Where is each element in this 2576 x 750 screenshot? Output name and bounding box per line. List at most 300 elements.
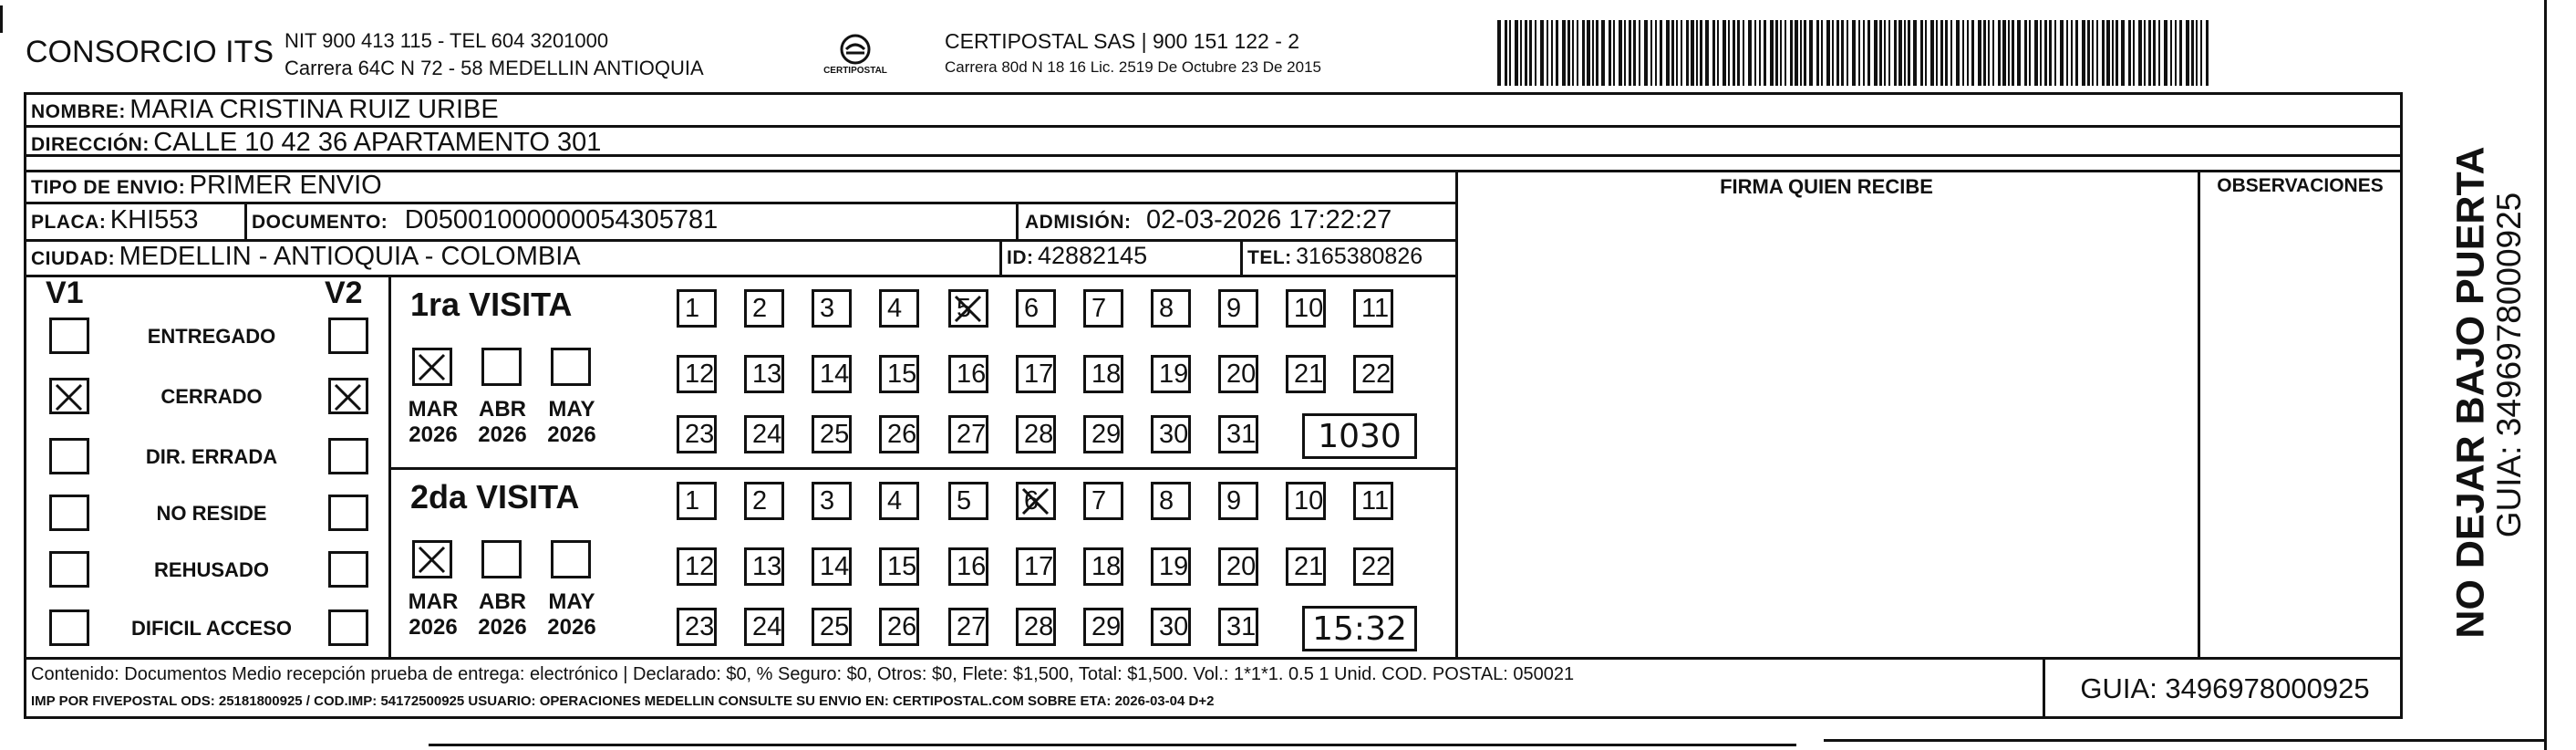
barcode-bar [1785,20,1786,86]
nombre-label: NOMBRE: [31,101,126,122]
day-checkbox[interactable] [1151,415,1191,453]
day-checkbox[interactable] [1353,289,1393,328]
day-checkbox[interactable] [1016,482,1056,520]
barcode-bar [1520,20,1522,86]
barcode-bar [1577,20,1578,86]
day-checkbox[interactable] [948,547,988,586]
day-checkbox[interactable] [1286,482,1326,520]
day-checkbox[interactable] [1083,355,1123,393]
barcode-bar [2002,20,2006,86]
month-label: MAR [408,397,459,422]
day-checkbox[interactable] [812,289,852,328]
year-label: 2026 [547,615,596,640]
id-value: 42882145 [1037,242,1148,269]
visit-title: 1ra VISITA [410,286,573,323]
barcode-bar [1945,20,1948,86]
placa-value: KHI553 [109,205,199,234]
barcode-bar [2029,20,2031,86]
day-label: 27 [957,612,987,641]
day-label: 15 [887,359,917,389]
barcode-bar [1816,20,1819,86]
x-mark-icon [52,380,87,415]
time-box[interactable] [1302,413,1417,459]
day-label: 2 [752,486,768,516]
day-checkbox[interactable] [1286,547,1326,586]
day-label: 8 [1159,294,1174,323]
year-label: 2026 [478,615,527,640]
barcode-bar [1770,20,1774,86]
barcode-bar [1686,20,1689,86]
barcode-bar [2186,20,2189,86]
tel-label: TEL: [1247,247,1292,268]
day-label: 30 [1159,420,1189,449]
day-checkbox[interactable] [1353,547,1393,586]
barcode-bar [1644,20,1648,86]
day-label: 6 [1024,294,1040,323]
barcode-bar [1800,20,1802,86]
day-checkbox[interactable] [1218,547,1258,586]
barcode-bar [2087,20,2090,86]
x-mark-icon [1019,484,1053,519]
tipo-envio-value: PRIMER ENVIO [189,171,382,200]
carrier-address: Carrera 80d N 18 16 Lic. 2519 De Octubre 23 De 2015 [945,58,1321,76]
firma-label: FIRMA QUIEN RECIBE [1720,175,1933,198]
time-box[interactable] [1302,606,1417,651]
barcode-bar [1940,20,1943,86]
admision-value: 02-03-2026 17:22:27 [1145,205,1392,234]
barcode-bar [2133,20,2135,86]
day-label: 9 [1226,294,1242,323]
day-label: 13 [752,552,782,581]
month-checkbox[interactable] [412,348,452,386]
day-label: 6 [1024,486,1040,516]
barcode-bar [1681,20,1682,86]
v1-checkbox[interactable] [49,609,89,646]
day-label: 29 [1091,420,1122,449]
barcode-bar [2060,20,2064,86]
barcode-bar [1913,20,1917,86]
barcode-bar [1858,20,1860,86]
tel-value: 3165380826 [1296,244,1423,269]
barcode-bar [1712,20,1715,86]
day-checkbox[interactable] [677,289,717,328]
day-checkbox[interactable] [812,355,852,393]
barcode-bar [1821,20,1823,86]
day-label: 10 [1294,486,1324,516]
year-label: 2026 [409,422,458,447]
company-nit: NIT 900 413 115 - TEL 604 3201000 [284,29,609,52]
day-checkbox[interactable] [677,547,717,586]
day-checkbox[interactable] [1151,355,1191,393]
barcode-bar [1832,20,1834,86]
day-label: 27 [957,420,987,449]
day-checkbox[interactable] [812,482,852,520]
barcode-bar [2096,20,2098,86]
footer-guia: GUIA: 3496978000925 [2080,672,2370,704]
x-mark-icon [331,380,366,415]
day-checkbox[interactable] [677,355,717,393]
barcode-bar [1529,20,1532,86]
v1-checkbox[interactable] [49,495,89,531]
status-label: REHUSADO [154,558,269,581]
barcode-bar [1567,20,1570,86]
day-label: 14 [820,552,850,581]
day-checkbox[interactable] [1218,355,1258,393]
day-label: 15 [887,552,917,581]
tipo-envio-label: TIPO DE ENVIO: [31,177,186,198]
v2-checkbox[interactable] [328,551,368,588]
day-checkbox[interactable] [948,355,988,393]
barcode-bar [1535,20,1536,86]
year-label: 2026 [478,422,527,447]
day-checkbox[interactable] [879,547,919,586]
day-label: 12 [685,359,715,389]
day-label: 22 [1361,359,1391,389]
day-label: 9 [1226,486,1242,516]
v2-checkbox[interactable] [328,438,368,474]
barcode-bar [1733,20,1735,86]
barcode-bar [1841,20,1844,86]
status-label: DIFICIL ACCESO [130,617,292,640]
day-label: 10 [1294,294,1324,323]
time-value: 1030 [1318,418,1402,455]
v1-checkbox[interactable] [49,438,89,474]
barcode-bar [2024,20,2027,86]
barcode-bar [2034,20,2038,86]
barcode-bar [1572,20,1574,86]
id-label: ID: [1007,247,1034,268]
x-mark-icon [415,543,450,578]
barcode-bar [1601,20,1605,86]
barcode-bar [2071,20,2073,86]
barcode-bar [2138,20,2142,86]
barcode-bar [1908,20,1910,86]
barcode-bar [1836,20,1839,86]
day-label: 16 [957,552,987,581]
day-label: 3 [820,486,835,516]
day-checkbox[interactable] [879,355,919,393]
day-label: 7 [1091,294,1107,323]
day-checkbox[interactable] [812,608,852,646]
barcode [1497,20,2219,86]
observaciones-label: OBSERVACIONES [2217,175,2384,196]
year-label: 2026 [547,422,596,447]
status-label: DIR. ERRADA [145,445,278,468]
barcode-bar [1540,20,1544,86]
v1-checkbox[interactable] [49,318,89,354]
day-label: 2 [752,294,768,323]
v2-checkbox[interactable] [328,318,368,354]
day-checkbox[interactable] [1286,289,1326,328]
day-label: 5 [957,294,972,323]
month-label: MAY [548,397,595,422]
day-checkbox[interactable] [1151,482,1191,520]
month-checkbox[interactable] [481,348,522,386]
barcode-bar [1867,20,1870,86]
day-label: 4 [887,294,903,323]
day-checkbox[interactable] [1286,355,1326,393]
barcode-bar [1723,20,1726,86]
day-label: 25 [820,612,850,641]
day-label: 21 [1294,552,1324,581]
day-label: 17 [1024,552,1054,581]
barcode-bar [1950,20,1952,86]
day-checkbox[interactable] [879,482,919,520]
v2-checkbox[interactable] [328,378,368,414]
barcode-bar [2200,20,2202,86]
barcode-bar [2054,20,2056,86]
day-checkbox[interactable] [1353,482,1393,520]
barcode-bar [2102,20,2105,86]
barcode-bar [1925,20,1927,86]
v1-checkbox[interactable] [49,378,89,414]
day-checkbox[interactable] [948,289,988,328]
day-checkbox[interactable] [1016,355,1056,393]
day-checkbox[interactable] [744,608,784,646]
day-checkbox[interactable] [879,289,919,328]
day-label: 20 [1226,359,1257,389]
day-label: 21 [1294,359,1324,389]
day-label: 17 [1024,359,1054,389]
barcode-bar [1826,20,1830,86]
day-checkbox[interactable] [1083,482,1123,520]
day-checkbox[interactable] [1151,547,1191,586]
day-checkbox[interactable] [1218,415,1258,453]
day-label: 28 [1024,612,1054,641]
barcode-bar [1497,20,1501,86]
day-checkbox[interactable] [1016,608,1056,646]
barcode-bar [1894,20,1897,86]
barcode-bar [1609,20,1611,86]
barcode-bar [1956,20,1960,86]
day-label: 23 [685,612,715,641]
barcode-bar [2191,20,2194,86]
day-checkbox[interactable] [1016,289,1056,328]
month-checkbox[interactable] [481,540,522,578]
barcode-bar [2049,20,2052,86]
barcode-bar [2128,20,2131,86]
day-label: 4 [887,486,903,516]
barcode-bar [1596,20,1598,86]
barcode-bar [1754,20,1756,86]
day-checkbox[interactable] [1016,547,1056,586]
day-label: 11 [1361,294,1390,323]
day-label: 13 [752,359,782,389]
barcode-bar [1780,20,1782,86]
v1-checkbox[interactable] [49,551,89,588]
barcode-bar [1795,20,1798,86]
day-checkbox[interactable] [1016,415,1056,453]
barcode-bar [1629,20,1631,86]
barcode-bar [1962,20,1964,86]
day-checkbox[interactable] [1151,289,1191,328]
month-checkbox[interactable] [551,348,591,386]
day-checkbox[interactable] [677,608,717,646]
v2-checkbox[interactable] [328,609,368,646]
ciudad-label: CIUDAD: [31,248,116,269]
day-checkbox[interactable] [744,415,784,453]
barcode-bar [1983,20,1986,86]
barcode-bar [1809,20,1813,86]
header [0,0,2576,91]
day-checkbox[interactable] [744,289,784,328]
day-label: 19 [1159,359,1189,389]
barcode-bar [1874,20,1878,86]
day-label: 1 [685,294,700,323]
day-label: 26 [887,612,917,641]
day-label: 12 [685,552,715,581]
barcode-bar [1930,20,1934,86]
barcode-bar [2092,20,2094,86]
day-label: 1 [685,486,700,516]
placa-label: PLACA: [31,212,107,233]
v2-header: V2 [325,276,363,310]
month-checkbox[interactable] [551,540,591,578]
barcode-bar [1592,20,1594,86]
day-checkbox[interactable] [744,547,784,586]
day-checkbox[interactable] [1083,289,1123,328]
x-mark-icon [951,292,986,327]
barcode-bar [1525,20,1527,86]
barcode-bar [1863,20,1865,86]
day-label: 7 [1091,486,1107,516]
documento-label: DOCUMENTO: [252,212,388,233]
day-label: 24 [752,420,782,449]
barcode-bar [1639,20,1640,86]
certipostal-logo [812,29,899,80]
month-label: ABR [479,589,526,614]
barcode-bar [1728,20,1730,86]
status-label: CERRADO [160,385,263,408]
barcode-bar [2066,20,2068,86]
barcode-bar [2175,20,2177,86]
barcode-bar [1547,20,1548,86]
day-label: 11 [1361,486,1390,516]
barcode-bar [1691,20,1694,86]
barcode-bar [1998,20,2001,86]
day-label: 18 [1091,552,1122,581]
barcode-bar [1790,20,1793,86]
barcode-bar [1978,20,1981,86]
barcode-bar [1671,20,1674,86]
barcode-bar [1992,20,1994,86]
month-label: ABR [479,397,526,422]
day-checkbox[interactable] [948,608,988,646]
barcode-bar [1505,20,1507,86]
ciudad-value: MEDELLIN - ANTIOQUIA - COLOMBIA [119,242,581,271]
barcode-bar [1655,20,1657,86]
v2-checkbox[interactable] [328,495,368,531]
barcode-bar [2196,20,2198,86]
day-label: 14 [820,359,850,389]
barcode-bar [1775,20,1778,86]
day-checkbox[interactable] [677,415,717,453]
day-checkbox[interactable] [1083,608,1123,646]
day-checkbox[interactable] [1218,289,1258,328]
time-value: 15:32 [1312,610,1407,648]
day-label: 16 [957,359,987,389]
day-checkbox[interactable] [677,482,717,520]
footer-imp: IMP POR FIVEPOSTAL ODS: 25181800925 / COD.IMP: 54172500925 USUARIO: OPERACIONES MEDELLIN CONSULTE SU ENVIO EN: CERTIPOSTAL.COM SOBRE ETA: 2026-03-04 D+2 [31,693,1215,709]
day-checkbox[interactable] [948,415,988,453]
barcode-bar [1613,20,1615,86]
barcode-bar [1879,20,1882,86]
day-label: 31 [1226,420,1257,449]
barcode-bar [2012,20,2014,86]
barcode-bar [1717,20,1719,86]
nombre-value: MARIA CRISTINA RUIZ URIBE [129,95,499,124]
barcode-bar [2106,20,2110,86]
day-label: 30 [1159,612,1189,641]
direccion-value: CALLE 10 42 36 APARTAMENTO 301 [153,128,602,157]
barcode-bar [2170,20,2172,86]
barcode-bar [1884,20,1886,86]
day-checkbox[interactable] [812,415,852,453]
day-checkbox[interactable] [1218,608,1258,646]
year-label: 2026 [409,615,458,640]
barcode-bar [1624,20,1626,86]
day-label: 5 [957,486,972,516]
month-label: MAR [408,589,459,614]
day-label: 18 [1091,359,1122,389]
direccion-label: DIRECCIÓN: [31,134,150,155]
day-label: 29 [1091,612,1122,641]
v1-header: V1 [46,276,84,310]
barcode-bar [1660,20,1662,86]
barcode-bar [1619,20,1622,86]
day-label: 26 [887,420,917,449]
visit-title: 2da VISITA [410,478,580,516]
barcode-bar [1633,20,1636,86]
barcode-bar [1515,20,1518,86]
barcode-bar [1898,20,1902,86]
barcode-bar [1888,20,1890,86]
barcode-bar [2206,20,2209,86]
barcode-bar [1804,20,1806,86]
day-label: 25 [820,420,850,449]
carrier-name: CERTIPOSTAL SAS | 900 151 122 - 2 [945,29,1300,53]
day-checkbox[interactable] [879,608,919,646]
day-checkbox[interactable] [1083,547,1123,586]
day-checkbox[interactable] [744,355,784,393]
barcode-bar [1764,20,1766,86]
day-label: 19 [1159,552,1189,581]
barcode-bar [2144,20,2146,86]
barcode-bar [1759,20,1761,86]
barcode-bar [1556,20,1558,86]
month-checkbox[interactable] [412,540,452,578]
barcode-bar [1676,20,1678,86]
barcode-bar [2164,20,2167,86]
day-checkbox[interactable] [1083,415,1123,453]
barcode-bar [1582,20,1585,86]
day-checkbox[interactable] [879,415,919,453]
barcode-bar [1748,20,1752,86]
day-checkbox[interactable] [1218,482,1258,520]
barcode-bar [2116,20,2118,86]
barcode-bar [1509,20,1511,86]
barcode-bar [1743,20,1744,86]
day-checkbox[interactable] [1353,355,1393,393]
barcode-bar [1650,20,1652,86]
day-checkbox[interactable] [948,482,988,520]
day-label: 3 [820,294,835,323]
status-label: NO RESIDE [156,502,267,525]
documento-value: D05001000000054305781 [404,205,719,234]
day-checkbox[interactable] [744,482,784,520]
day-checkbox[interactable] [812,547,852,586]
day-checkbox[interactable] [1151,608,1191,646]
